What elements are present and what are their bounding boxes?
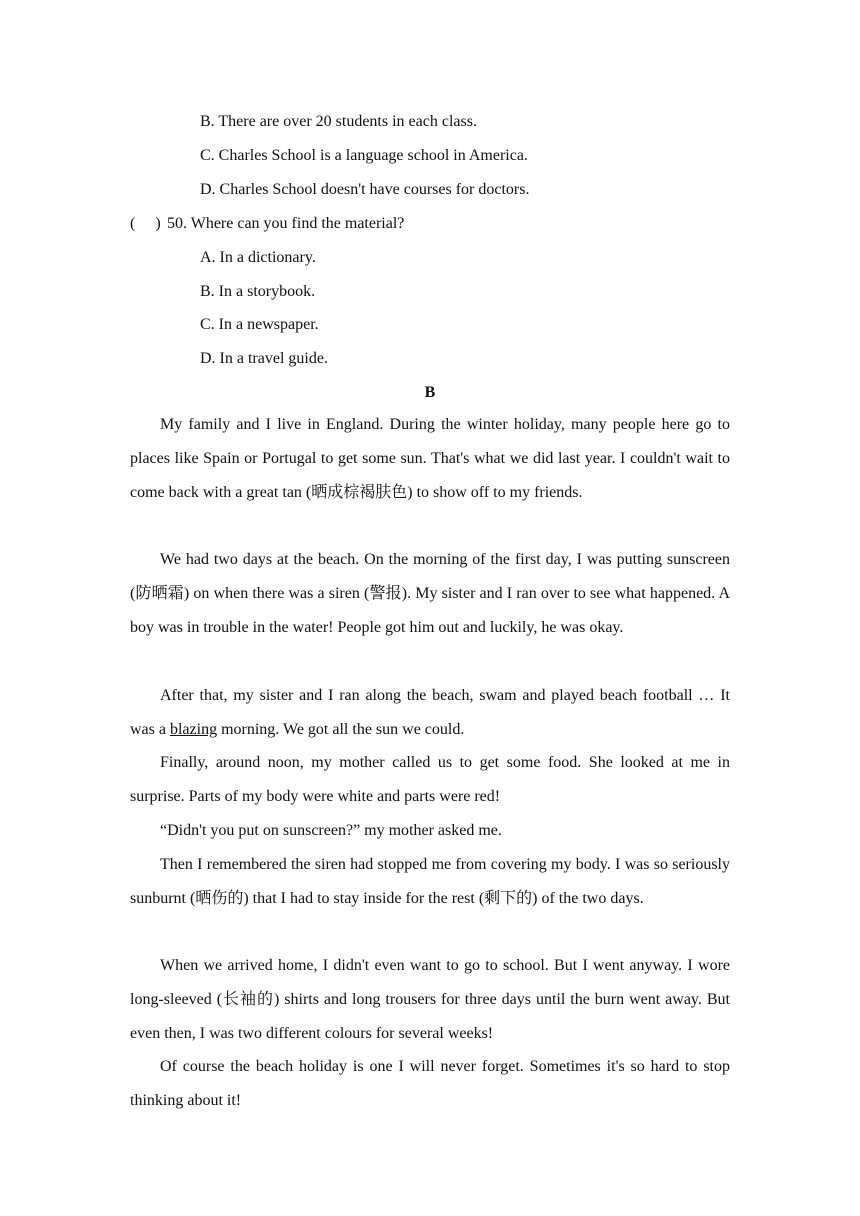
q50-option-b: B. In a storybook. bbox=[200, 283, 316, 300]
question-50-text: 50. Where can you find the material? bbox=[167, 215, 405, 232]
paragraph-1: My family and I live in England. During the winter holiday, many people here go to places like Spain or Portugal to get some sun. That's what we did last year. I couldn't wait to come back with a great tan (晒成棕褐肤色) to show off to my friends. bbox=[130, 416, 730, 501]
answer-blank: ( ) bbox=[130, 215, 161, 232]
underlined-word: blazing bbox=[169, 720, 218, 738]
paragraph-4: Finally, around noon, my mother called us to get some food. She looked at me in surprise. Parts of my body were white and parts were red! bbox=[130, 754, 730, 805]
q49-option-d: D. Charles School doesn't have courses for doctors. bbox=[200, 181, 530, 198]
paragraph-5: “Didn't you put on sunscreen?” my mother asked me. bbox=[160, 822, 502, 839]
paragraph-6: Then I remembered the siren had stopped me from covering my body. I was so seriously sunburnt (晒伤的) that I had to stay inside for the rest (剩下的) of the two days. bbox=[130, 856, 730, 907]
paragraph-8: Of course the beach holiday is one I will never forget. Sometimes it's so hard to stop thinking about it! bbox=[130, 1058, 730, 1109]
q50-option-d: D. In a travel guide. bbox=[200, 350, 328, 367]
q49-option-b: B. There are over 20 students in each class. bbox=[200, 113, 477, 130]
paragraph-7: When we arrived home, I didn't even want to go to school. But I went anyway. I wore long-sleeved (长袖的) shirts and long trousers for three days until the burn went away. But even then, I was two different colours for several weeks! bbox=[130, 957, 730, 1042]
q49-option-c: C. Charles School is a language school in America. bbox=[200, 147, 528, 164]
section-heading: B bbox=[424, 384, 436, 401]
question-50 bbox=[130, 214, 404, 234]
paragraph-2: We had two days at the beach. On the morning of the first day, I was putting sunscreen (防晒霜) on when there was a siren (警报). My sister and I ran over to see what happened. A boy was in trouble in the water! People got him out and luckily, he was okay. bbox=[130, 551, 730, 636]
q50-option-c: C. In a newspaper. bbox=[200, 316, 319, 333]
paragraph-3: After that, my sister and I ran along the beach, swam and played beach football … It was a blazing morning. We got all the sun we could. bbox=[130, 687, 730, 738]
q50-option-a: A. In a dictionary. bbox=[200, 249, 316, 266]
